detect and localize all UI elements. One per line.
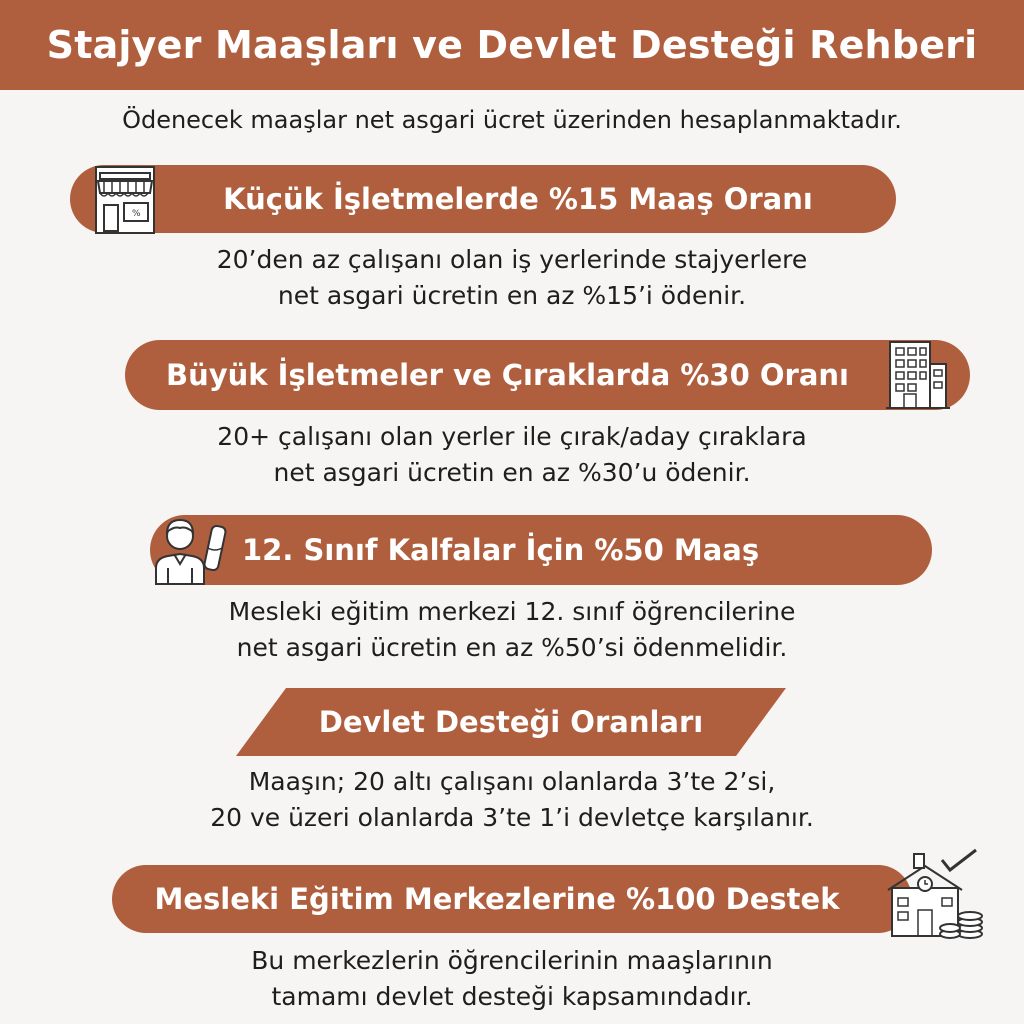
graduate-with-diploma-icon	[150, 512, 236, 586]
section-text-line: Mesleki eğitim merkezi 12. sınıf öğrencilerine	[228, 597, 796, 626]
section-text-large-business	[0, 419, 1024, 491]
section-heading-kalfa	[150, 515, 932, 585]
section-text-line: 20’den az çalışanı olan iş yerlerinde stajyerlere	[216, 245, 808, 274]
title-banner	[0, 0, 1024, 90]
section-heading-label: Devlet Desteği Oranları	[318, 705, 704, 739]
section-heading-vocational-centers	[112, 865, 912, 933]
page-title: Stajyer Maaşları ve Devlet Desteği Rehberi	[46, 23, 978, 67]
storefront-icon	[92, 163, 158, 235]
section-text-small-business	[0, 242, 1024, 314]
section-heading-label: 12. Sınıf Kalfalar İçin %50 Maaş	[242, 533, 760, 567]
section-text-line: tamamı devlet desteği kapsamındadır.	[271, 982, 753, 1011]
section-heading-label: Büyük İşletmeler ve Çıraklarda %30 Oranı	[165, 358, 849, 392]
section-text-kalfa	[0, 594, 1024, 666]
section-heading-state-support	[236, 688, 786, 756]
section-text-line: Bu merkezlerin öğrencilerinin maaşlarının	[251, 946, 773, 975]
section-text-line: net asgari ücretin en az %50’si ödenmelidir.	[236, 633, 788, 662]
svg-text:%: %	[132, 209, 141, 219]
section-heading-label: Mesleki Eğitim Merkezlerine %100 Destek	[154, 882, 840, 916]
section-text-line: 20 ve üzeri olanlarda 3’te 1’i devletçe karşılanır.	[210, 803, 814, 832]
section-text-line: net asgari ücretin en az %15’i ödenir.	[277, 281, 747, 310]
page-subtitle: Ödenecek maaşlar net asgari ücret üzerinden hesaplanmaktadır.	[122, 106, 902, 134]
school-coins-check-icon	[884, 848, 988, 942]
section-heading-small-business	[70, 165, 896, 233]
section-heading-large-business	[125, 340, 970, 410]
section-text-state-support	[0, 764, 1024, 836]
section-text-line: Maaşın; 20 altı çalışanı olanlarda 3’te 2’si,	[248, 767, 776, 796]
office-building-icon	[886, 340, 950, 412]
section-text-vocational-centers	[0, 943, 1024, 1015]
section-text-line: 20+ çalışanı olan yerler ile çırak/aday çıraklara	[217, 422, 807, 451]
section-heading-label: Küçük İşletmelerde %15 Maaş Oranı	[223, 182, 813, 216]
section-text-line: net asgari ücretin en az %30’u ödenir.	[273, 458, 751, 487]
